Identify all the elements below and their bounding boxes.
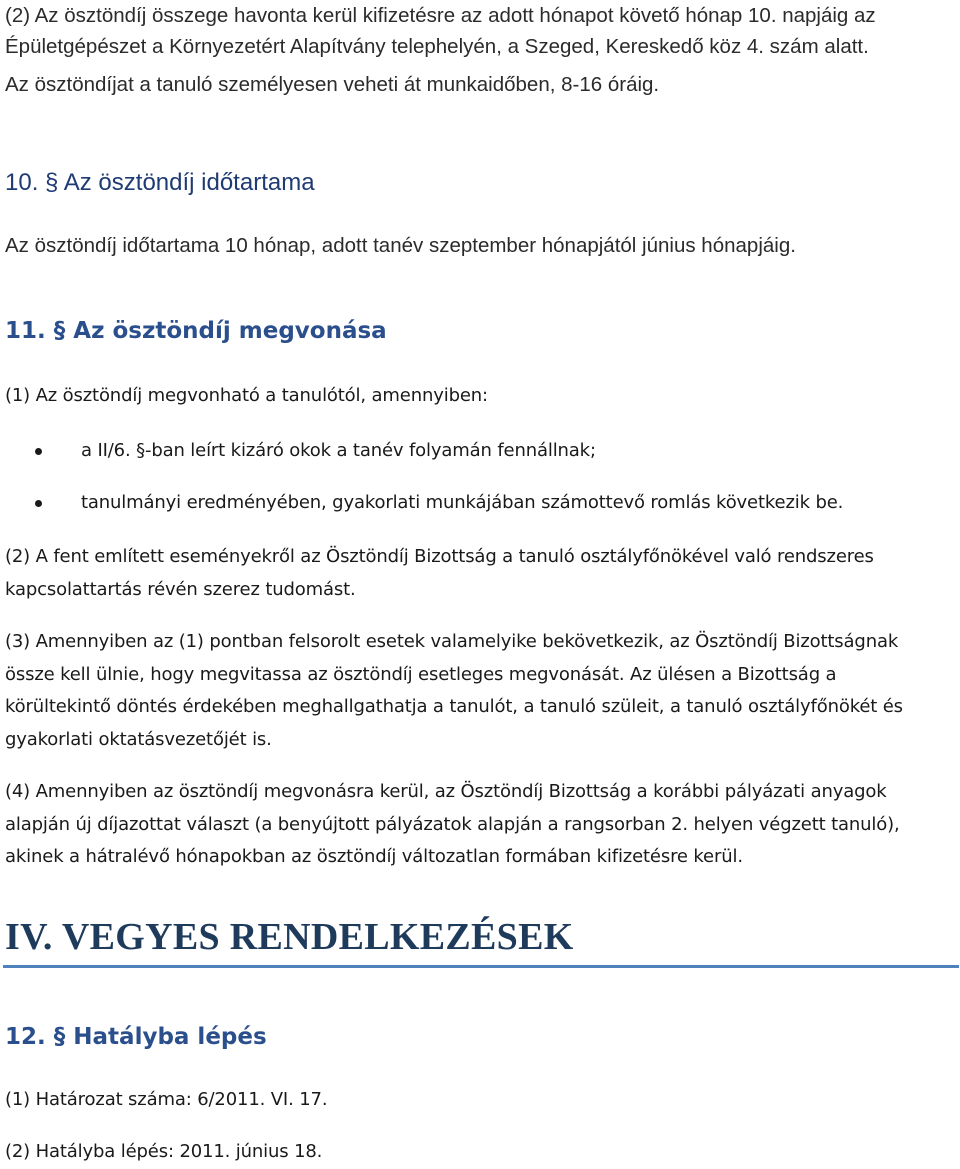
bullet-text: a II/6. §-ban leírt kizáró okok a tanév folyamán fennállnak;: [81, 440, 596, 461]
intro-paragraph: [5, 0, 954, 100]
section-10-heading: [5, 168, 954, 198]
section-12-number: 12.: [5, 1024, 46, 1050]
intro-line-1: (2) Az ösztöndíj összege havonta kerül kifizetésre az adott hónapot követő hónap 10. napjáig az: [5, 4, 876, 27]
section-11-title: Az ösztöndíj megvonása: [73, 318, 387, 344]
list-item: [5, 435, 954, 487]
paragraph-4-line-1: (4) Amennyiben az ösztöndíj megvonásra kerül, az Ösztöndíj Bizottság a korábbi pályázati anyagok: [5, 781, 887, 802]
section-12-paragraph-2: (2) Hatályba lépés: 2011. június 18.: [5, 1141, 323, 1162]
section-11-paragraph-3: [5, 626, 954, 756]
title-underline: [3, 965, 959, 968]
paragraph-3-line-4: gyakorlati oktatásvezetőjét is.: [5, 728, 272, 750]
section-12-heading: [5, 1022, 954, 1052]
section-11-paragraph-2: [5, 541, 954, 606]
paragraph-4-line-2: alapján új díjazottat választ (a benyújtott pályázatok alapján a rangsorban 2. helyen végzett tanuló),: [5, 813, 900, 835]
paragraph-2-line-2: kapcsolattartás révén szerez tudomást.: [5, 578, 356, 600]
section-10-text: Az ösztöndíj időtartama 10 hónap, adott tanév szeptember hónapjától június hónapjáig.: [5, 234, 796, 257]
section-11-heading: [5, 316, 954, 346]
bullet-dot-icon: [35, 448, 42, 455]
section-11-paragraph-1: (1) Az ösztöndíj megvonható a tanulótól, amennyiben:: [5, 385, 488, 406]
paragraph-3-line-1: (3) Amennyiben az (1) pontban felsorolt esetek valamelyike bekövetkezik, az Ösztöndíj Bizottságnak: [5, 631, 899, 652]
section-11-number: 11.: [5, 318, 46, 344]
list-item: [5, 487, 954, 539]
paragraph-3-line-2: össze kell ülnie, hogy megvitassa az ösztöndíj esetleges megvonását. Az ülésen a Bizottság a: [5, 663, 837, 685]
section-12-symbol: §: [53, 1024, 66, 1050]
section-12-title: Hatályba lépés: [73, 1024, 267, 1050]
intro-line-3: Az ösztöndíjat a tanuló személyesen veheti át munkaidőben, 8-16 óráig.: [5, 73, 660, 96]
section-11-bullet-list: [5, 435, 954, 539]
section-11-symbol: §: [53, 318, 66, 344]
section-10-symbol: §: [45, 169, 59, 196]
intro-line-2: Épületgépészet a Környezetért Alapítvány telephelyén, a Szeged, Kereskedő köz 4. szám alatt.: [5, 35, 869, 58]
bullet-dot-icon: [35, 500, 42, 507]
part-4-title: IV. VEGYES RENDELKEZÉSEK: [5, 916, 574, 958]
paragraph-3-line-3: körültekintő döntés érdekében meghallgathatja a tanulót, a tanuló szüleit, a tanuló osztályfőnökét és: [5, 696, 903, 717]
section-11-paragraph-4: [5, 776, 954, 874]
section-10-title: Az ösztöndíj időtartama: [63, 169, 315, 196]
bullet-text: tanulmányi eredményében, gyakorlati munkájában számottevő romlás következik be.: [81, 492, 844, 513]
paragraph-4-line-3: akinek a hátralévő hónapokban az ösztöndíj változatlan formában kifizetésre kerül.: [5, 846, 743, 867]
section-10-number: 10.: [5, 169, 39, 196]
paragraph-2-line-1: (2) A fent említett eseményekről az Ösztöndíj Bizottság a tanuló osztályfőnökével való rendszeres: [5, 546, 874, 567]
section-12-paragraph-1: (1) Határozat száma: 6/2011. VI. 17.: [5, 1089, 328, 1110]
